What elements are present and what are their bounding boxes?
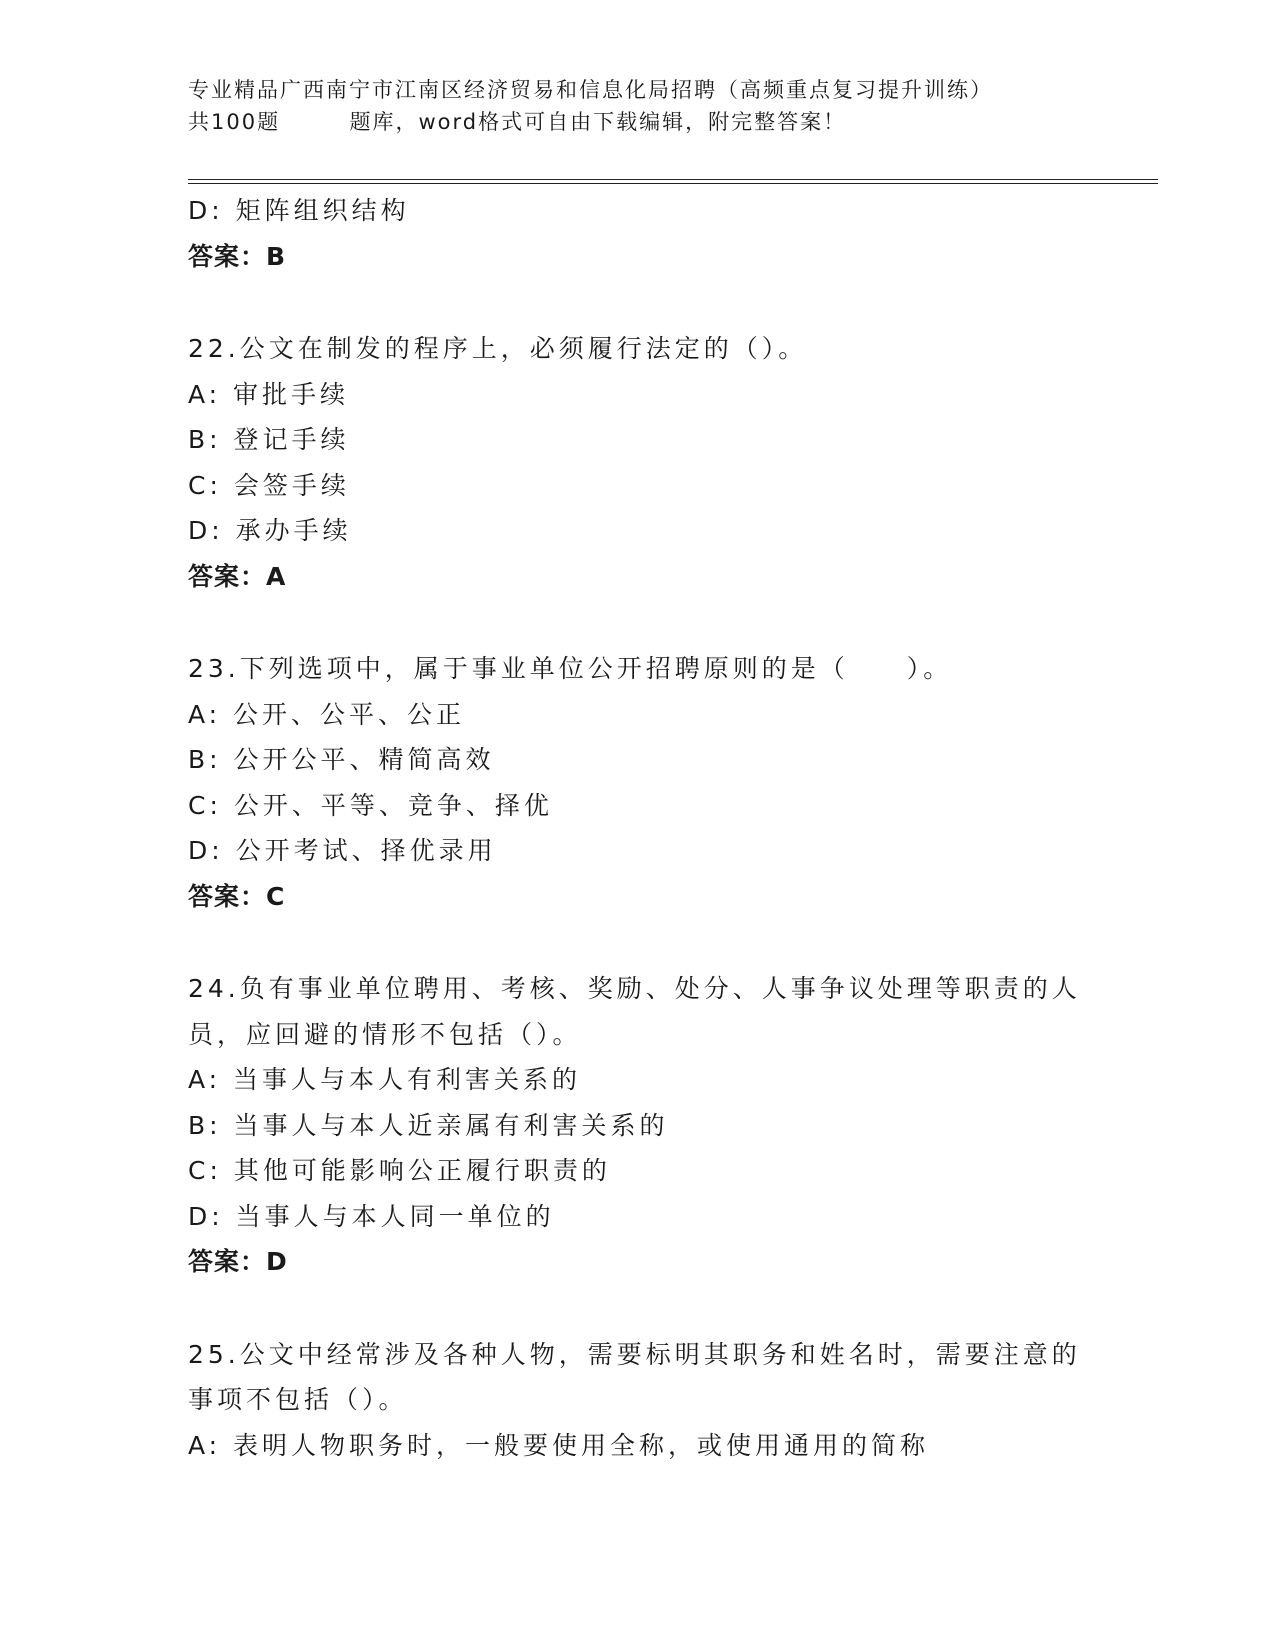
question-block-24: [188, 966, 1118, 1285]
option-a: A: 表明人物职务时，一般要使用全称，或使用通用的简称: [188, 1430, 930, 1460]
option-d: D: 矩阵组织结构: [188, 196, 410, 225]
spacer: [188, 279, 1118, 326]
question-stem: 22.公文在制发的程序上，必须履行法定的（）。: [188, 334, 808, 363]
spacer: [188, 919, 1118, 966]
option-b: B: 登记手续: [188, 425, 350, 454]
header-title-line1: 专业精品广西南宁市江南区经济贸易和信息化局招聘（高频重点复习提升训练）: [188, 78, 993, 102]
question-stem: 23.下列选项中，属于事业单位公开招聘原则的是（ ）。: [188, 654, 953, 683]
question-block-23: [188, 646, 1118, 919]
option-a: A: 公开、公平、公正: [188, 699, 466, 729]
question-stem-line1: 25.公文中经常涉及各种人物，需要标明其职务和姓名时，需要注意的: [188, 1339, 1081, 1369]
option-c: C: 其他可能影响公正履行职责的: [188, 1156, 611, 1185]
page-header: [188, 74, 1088, 138]
question-block-25: [188, 1332, 1118, 1469]
answer-label: 答案：B: [188, 241, 287, 271]
header-rule-bottom: [188, 183, 1158, 184]
answer-label: 答案：D: [188, 1247, 288, 1276]
option-c: C: 公开、平等、竞争、择优: [188, 790, 553, 820]
option-a: A: 当事人与本人有利害关系的: [188, 1065, 582, 1094]
header-rule-top: [188, 179, 1158, 180]
option-a: A: 审批手续: [188, 379, 350, 409]
spacer: [188, 599, 1118, 646]
spacer: [188, 1285, 1118, 1332]
option-d: D: 承办手续: [188, 516, 352, 545]
question-block-21: [188, 188, 1118, 279]
option-c: C: 会签手续: [188, 470, 350, 500]
header-title-line2: 共100题 题库，word格式可自由下载编辑，附完整答案！: [188, 110, 847, 134]
answer-label: 答案：C: [188, 881, 286, 911]
question-stem-line2: 员，应回避的情形不包括（）。: [188, 1019, 582, 1049]
question-list: [188, 188, 1118, 1468]
question-block-22: [188, 326, 1118, 599]
question-stem-line2: 事项不包括（）。: [188, 1385, 408, 1414]
option-d: D: 当事人与本人同一单位的: [188, 1201, 555, 1231]
option-b: B: 当事人与本人近亲属有利害关系的: [188, 1110, 669, 1140]
answer-label: 答案：A: [188, 561, 287, 591]
option-d: D: 公开考试、择优录用: [188, 836, 497, 865]
option-b: B: 公开公平、精简高效: [188, 745, 495, 774]
question-stem-line1: 24.负有事业单位聘用、考核、奖励、处分、人事争议处理等职责的人: [188, 974, 1081, 1003]
